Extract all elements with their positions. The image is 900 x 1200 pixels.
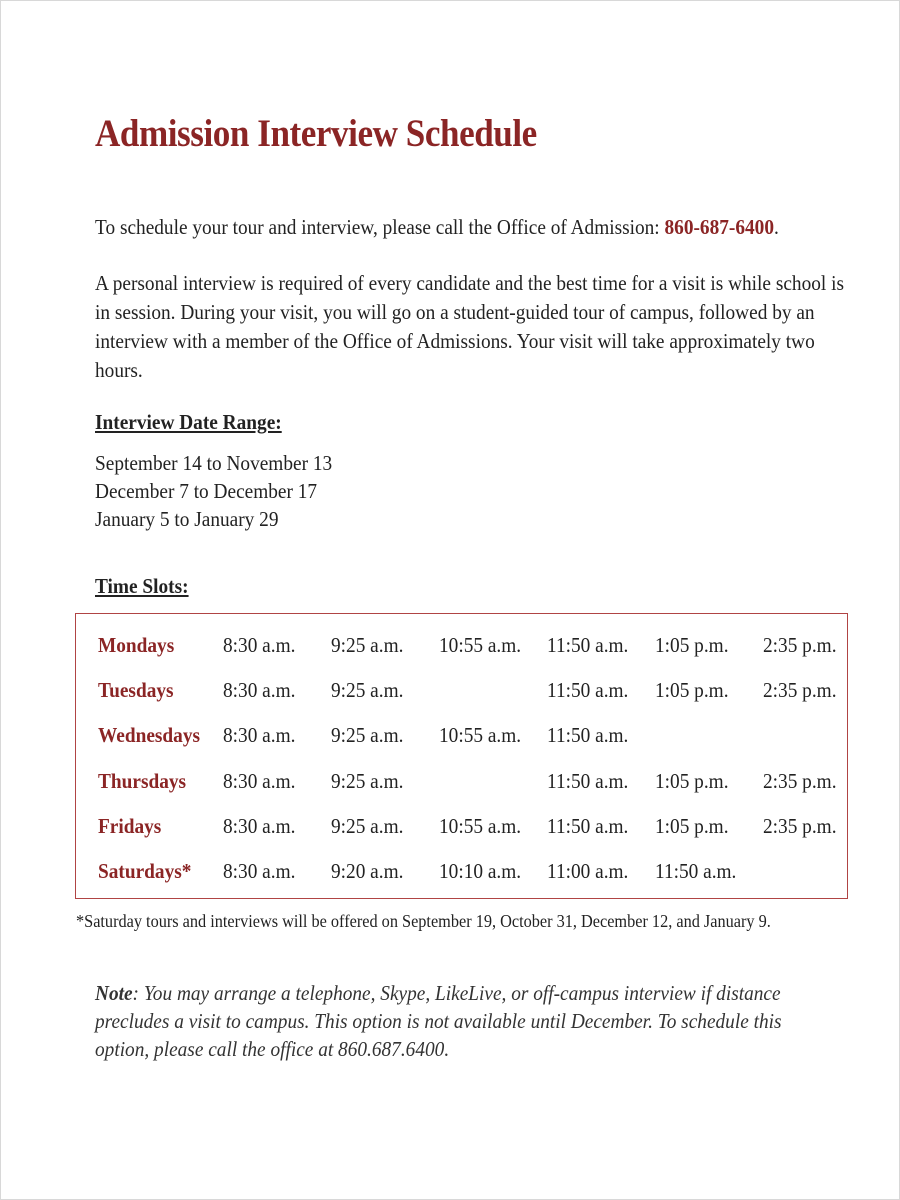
date-range-item: December 7 to December 17: [95, 479, 318, 503]
note-paragraph: [95, 979, 840, 1063]
time-slot: 8:30 a.m.: [223, 678, 296, 702]
time-slot: 11:50 a.m.: [655, 859, 737, 883]
intro-suffix: .: [773, 215, 779, 239]
time-slot: 9:25 a.m.: [331, 678, 404, 702]
time-slots-heading: Time Slots:: [95, 574, 189, 598]
saturday-footnote: *Saturday tours and interviews will be offered on September 19, October 31, December 12, and January 9.: [76, 911, 771, 931]
time-slot: 9:20 a.m.: [331, 859, 404, 883]
time-slot: 1:05 p.m.: [655, 678, 729, 702]
time-slot: 8:30 a.m.: [223, 723, 296, 747]
admission-phone: 860-687-6400: [664, 215, 774, 239]
time-slot: 8:30 a.m.: [223, 859, 296, 883]
day-label: Thursdays: [98, 769, 187, 793]
intro-paragraph: [95, 213, 794, 242]
day-label: Wednesdays: [98, 723, 201, 747]
time-slot: 11:50 a.m.: [547, 633, 629, 657]
time-slot: 11:50 a.m.: [547, 769, 629, 793]
time-slot: 2:35 p.m.: [763, 633, 837, 657]
note-label: Note: [95, 981, 133, 1005]
time-slot: 1:05 p.m.: [655, 769, 729, 793]
time-slot: 2:35 p.m.: [763, 769, 837, 793]
time-slots-table: [75, 613, 848, 899]
time-slot: 11:50 a.m.: [547, 814, 629, 838]
time-slot: 8:30 a.m.: [223, 633, 296, 657]
time-slot: 11:00 a.m.: [547, 859, 629, 883]
time-slot: 1:05 p.m.: [655, 633, 729, 657]
page-title: Admission Interview Schedule: [95, 112, 537, 155]
time-slot: 9:25 a.m.: [331, 769, 404, 793]
time-slot: 10:10 a.m.: [439, 859, 522, 883]
note-text: : You may arrange a telephone, Skype, LikeLive, or off-campus interview if distance precludes a visit to campus. This option is not available until December. To schedule this option, please call the office at 860.687.6400.: [95, 981, 782, 1061]
time-slot: 9:25 a.m.: [331, 723, 404, 747]
time-slot: 10:55 a.m.: [439, 633, 522, 657]
time-slot: 2:35 p.m.: [763, 814, 837, 838]
intro-text: To schedule your tour and interview, please call the Office of Admission:: [95, 215, 665, 239]
day-label: Saturdays*: [98, 859, 192, 883]
date-range-heading: Interview Date Range:: [95, 410, 282, 434]
time-slot: 8:30 a.m.: [223, 769, 296, 793]
date-range-list: [95, 449, 332, 533]
date-range-item: September 14 to November 13: [95, 451, 333, 475]
time-slot: 10:55 a.m.: [439, 723, 522, 747]
day-label: Mondays: [98, 633, 175, 657]
time-slot: 8:30 a.m.: [223, 814, 296, 838]
date-range-item: January 5 to January 29: [95, 507, 279, 531]
day-label: Fridays: [98, 814, 162, 838]
time-slot: 2:35 p.m.: [763, 678, 837, 702]
time-slot: 1:05 p.m.: [655, 814, 729, 838]
time-slot: 11:50 a.m.: [547, 723, 629, 747]
day-label: Tuesdays: [98, 678, 174, 702]
time-slot: 9:25 a.m.: [331, 633, 404, 657]
description-paragraph: A personal interview is required of every candidate and the best time for a visit is while school is in session. During your visit, you will go on a student-guided tour of campus, followed by an interview with a member of the Office of Admissions. Your visit will take approximately two hours.: [95, 271, 844, 382]
time-slot: 11:50 a.m.: [547, 678, 629, 702]
time-slot: 10:55 a.m.: [439, 814, 522, 838]
time-slot: 9:25 a.m.: [331, 814, 404, 838]
